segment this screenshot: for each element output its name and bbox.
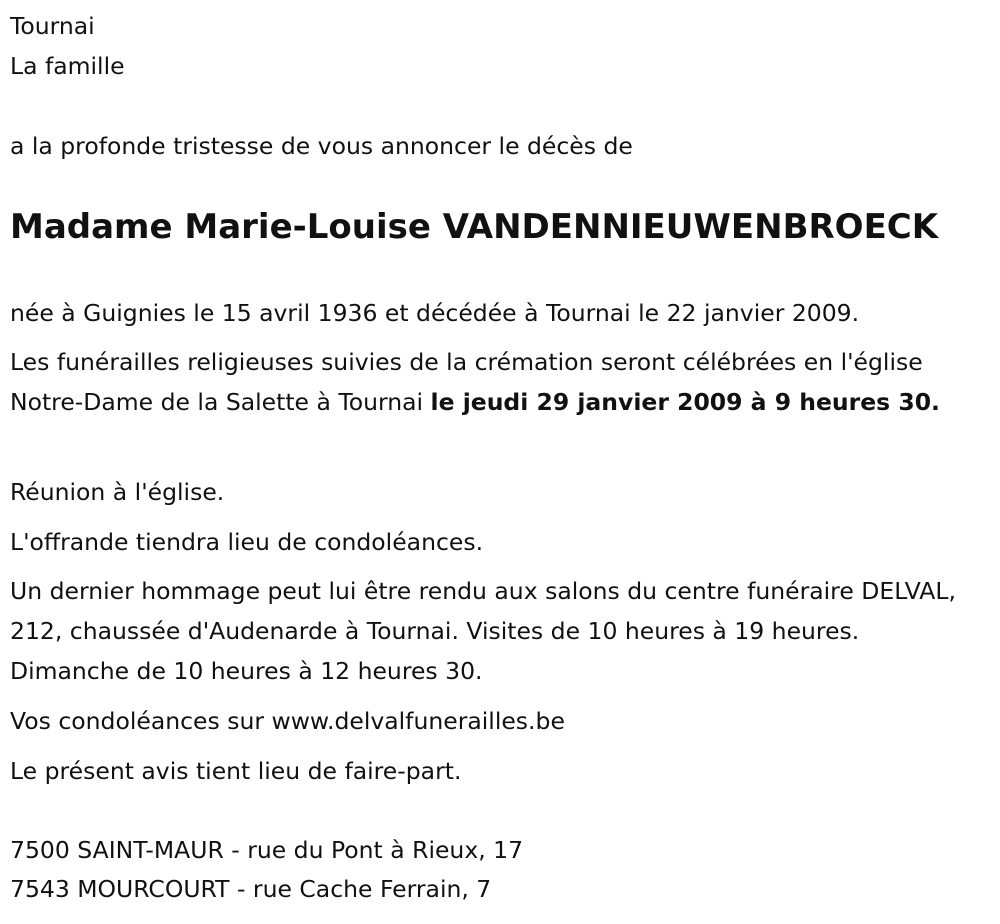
funeral-date: le jeudi 29 janvier 2009 à 9 heures 30.	[430, 388, 940, 416]
address-line: 7500 SAINT-MAUR - rue du Pont à Rieux, 17	[10, 836, 524, 864]
announcement-line: a la profonde tristesse de vous annoncer le décès de	[10, 132, 633, 160]
notice-line: Le présent avis tient lieu de faire-part.	[10, 757, 462, 785]
condolences-line: Vos condoléances sur www.delvalfunerailles.be	[10, 707, 565, 735]
offering-line: L'offrande tiendra lieu de condoléances.	[10, 528, 484, 556]
funeral-text: Les funérailles religieuses suivies de la crémation seront célébrées en l'église Notre-Dame de la Salette à Tournai	[10, 348, 923, 416]
birth-death-line: née à Guignies le 15 avril 1936 et décédée à Tournai le 22 janvier 2009.	[10, 299, 860, 327]
address-line: 7543 MOURCOURT - rue Cache Ferrain, 7	[10, 875, 492, 903]
tribute-paragraph: Un dernier hommage peut lui être rendu aux salons du centre funéraire DELVAL, 212, chaussée d'Audenarde à Tournai. Visites de 10 heures à 19 heures. Dimanche de 10 heures à 12 heures 30.	[10, 577, 956, 685]
deceased-name: Madame Marie-Louise VANDENNIEUWENBROECK	[10, 207, 939, 247]
family-line: La famille	[10, 52, 125, 80]
meeting-line: Réunion à l'église.	[10, 478, 225, 506]
city-line: Tournai	[10, 12, 95, 40]
funeral-paragraph	[10, 342, 985, 422]
